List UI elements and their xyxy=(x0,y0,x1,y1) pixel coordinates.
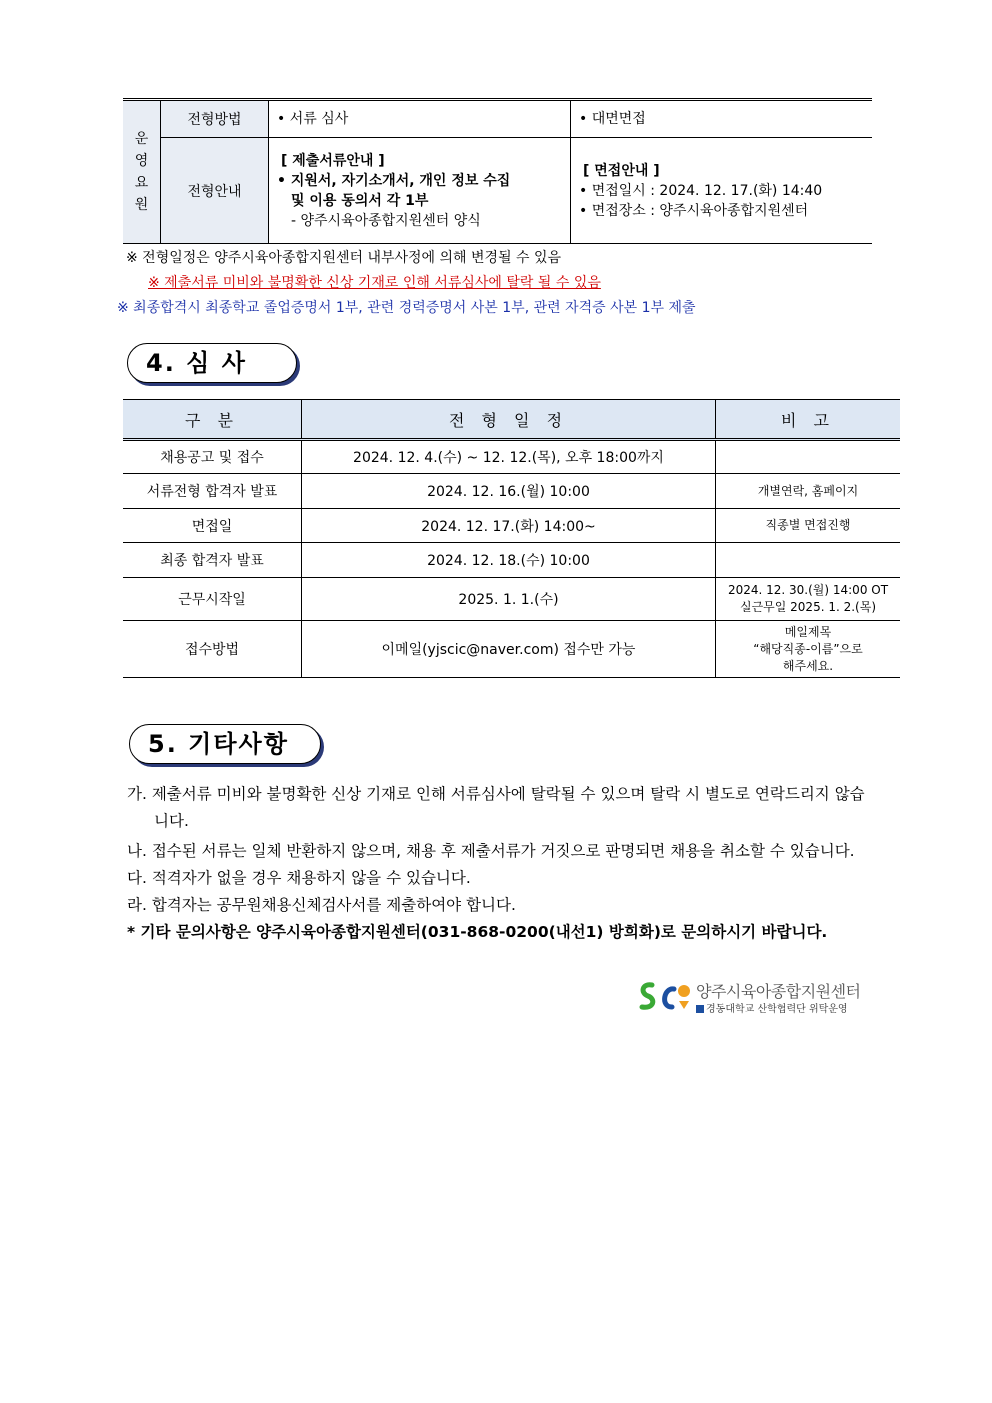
center-logo xyxy=(636,979,876,1015)
note-document-warning: ※ 제출서류 미비와 불명확한 신상 기재로 인해 서류심사에 탈락 될 수 있음 xyxy=(148,275,601,291)
list-item: 가. 제출서류 미비와 불명확한 신상 기재로 인해 서류심사에 탈락될 수 있으며 탈락 시 별도로 연락드리지 않습니다. xyxy=(127,785,865,830)
table-row: 채용공고 및 접수 2024. 12. 4.(수) ~ 12. 12.(목), 오후 18:00까지 xyxy=(123,440,900,474)
list-item: 나. 접수된 서류는 일체 반환하지 않으며, 채용 후 제출서류가 거짓으로 판명되면 채용을 취소할 수 있습니다. xyxy=(127,842,855,860)
table-row: 근무시작일 2025. 1. 1.(수) 2024. 12. 30.(월) 14:00 OT 실근무일 2025. 1. 2.(목) xyxy=(123,578,900,621)
university-emblem-icon xyxy=(696,1005,704,1013)
schedule-table xyxy=(123,399,900,678)
note-final-documents: ※ 최종합격시 최종학교 졸업증명서 1부, 관련 경력증명서 사본 1부, 관련 자격증 사본 1부 제출 xyxy=(117,300,696,316)
logo-sub: 경동대학교 산학협력단 위탁운영 xyxy=(696,1000,848,1015)
interview-guide: [ 면접안내 ] • 면접일시 : 2024. 12. 17.(화) 14:40 • 면접장소 : 양주시육아종합지원센터 xyxy=(571,138,873,244)
table-row: 접수방법 이메일(yjscic@naver.com) 접수만 가능 메일제목 “해당직종-이름”으로 해주세요. xyxy=(123,621,900,678)
section5-title: 5. 기타사항 xyxy=(129,724,321,764)
etc-list xyxy=(127,781,877,946)
note-schedule-change: ※ 전형일정은 양주시육아종합지원센터 내부사정에 의해 변경될 수 있음 xyxy=(126,250,562,266)
section4-title: 4. 심 사 xyxy=(127,343,297,383)
guide-header: 전형안내 xyxy=(161,138,269,244)
col-header-category: 구 분 xyxy=(123,400,302,440)
logo-name: 양주시육아종합지원센터 xyxy=(696,982,861,1001)
method-document: • 서류 심사 xyxy=(269,100,571,138)
list-item: 라. 합격자는 공무원채용신체검사서를 제출하여야 합니다. xyxy=(127,896,516,914)
side-label: 운영요원 xyxy=(123,100,161,244)
method-header: 전형방법 xyxy=(161,100,269,138)
method-interview: • 대면면접 xyxy=(571,100,873,138)
table-row: 면접일 2024. 12. 17.(화) 14:00~ 직종별 면접진행 xyxy=(123,509,900,543)
document-guide: [ 제출서류안내 ] • 지원서, 자기소개서, 개인 정보 수집 및 이용 동의서 각 1부 - 양주시육아종합지원센터 양식 xyxy=(269,138,571,244)
col-header-remarks: 비 고 xyxy=(716,400,901,440)
logo-mark-icon xyxy=(636,979,692,1015)
list-item: 다. 적격자가 없을 경우 채용하지 않을 수 있습니다. xyxy=(127,869,471,887)
contact-note: * 기타 문의사항은 양주시육아종합지원센터(031-868-0200(내선1) 방희화)로 문의하시기 바랍니다. xyxy=(127,923,828,941)
table-row: 최종 합격자 발표 2024. 12. 18.(수) 10:00 xyxy=(123,543,900,578)
col-header-schedule: 전 형 일 정 xyxy=(302,400,716,440)
operation-table xyxy=(123,98,872,244)
table-row: 서류전형 합격자 발표 2024. 12. 16.(월) 10:00 개별연락, 홈페이지 xyxy=(123,474,900,509)
